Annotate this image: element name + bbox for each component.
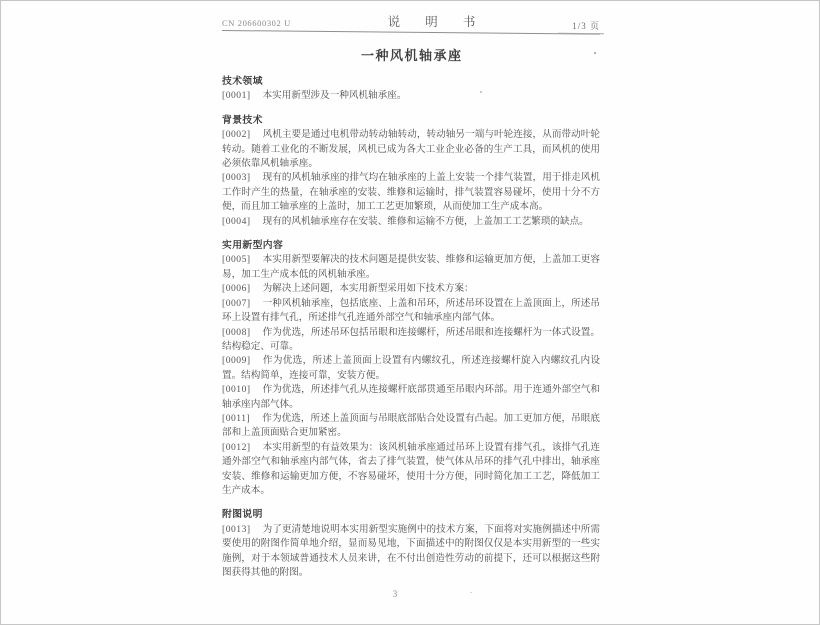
page-number: 3 [392, 589, 398, 600]
paragraph [222, 171, 600, 214]
paragraph-number: [0012] [222, 441, 251, 453]
paragraph [222, 383, 600, 412]
paragraph-number: [0001] [222, 90, 251, 102]
paragraph-number: [0010] [222, 384, 251, 396]
paragraph-number: [0007] [222, 297, 251, 309]
paragraph-text: 作为优选，所述吊环包括吊眼和连接螺杆，所述吊眼和连接螺杆为一体式设置。结构稳定、可靠。 [222, 326, 600, 352]
paragraph-number: [0005] [222, 254, 251, 266]
paragraph [222, 354, 600, 383]
paragraph-text: 风机主要是通过电机带动转动轴转动，转动轴另一端与叶轮连接，从而带动叶轮转动。随着工业化的不断发展，风机已成为各大工业企业必备的生产工具，而风机的使用必须依靠风机轴承座。 [222, 129, 600, 170]
paragraph-text: 本实用新型涉及一种风机轴承座。 [262, 90, 407, 102]
scan-speck [480, 91, 482, 93]
document-type-title: 说 明 书 [387, 15, 487, 29]
paragraph-number: [0011] [222, 412, 251, 424]
paragraph-number: [0013] [222, 523, 251, 535]
paragraph [222, 89, 600, 103]
section-heading: 技术领域 [222, 76, 263, 87]
paragraph-number: [0003] [222, 172, 251, 184]
paragraph-number: [0009] [222, 355, 251, 367]
header-rule [222, 30, 600, 35]
paragraph-text: 现有的风机轴承座存在安装、维修和运输不方便，上盖加工工艺繁琐的缺点。 [262, 215, 589, 227]
paragraph [222, 412, 600, 441]
section-heading: 实用新型内容 [222, 240, 284, 252]
page-indicator: 1/3 页 [572, 21, 600, 31]
specification-body [222, 75, 600, 580]
paragraph-number: [0006] [222, 283, 251, 295]
section [222, 114, 600, 229]
paragraph [222, 523, 600, 581]
page-content [222, 12, 600, 599]
paragraph [222, 282, 600, 296]
paragraph-text: 为了更清楚地说明本实用新型实施例中的技术方案，下面将对实施例描述中所需要使用的附图作简单地介绍，显而易见地，下面描述中的附图仅仅是本实用新型的一些实施例，对于本领域普通技术人员来讲，在不付出创造性劳动的前提下，还可以根据这些附图获得其他的附图。 [222, 523, 600, 578]
paragraph-text: 本实用新型的有益效果为：该风机轴承座通过吊环上设置有排气孔，该排气孔连通外部空气和轴承座内部气体，省去了排气装置，使气体从吊环的排气孔中排出，轴承座安装、维修和运输更加方便，不容易碰坏，使用十分方便，同时简化加工工艺，降低加工生产成本。 [222, 441, 600, 496]
paragraph [222, 215, 600, 229]
paragraph-number: [0002] [222, 129, 251, 141]
paragraph [222, 128, 600, 171]
section-heading: 附图说明 [222, 509, 263, 521]
scan-speck [594, 52, 596, 54]
section [222, 508, 600, 580]
section [222, 75, 600, 104]
paragraph-text: 作为优选，所述上盖顶面上设置有内螺纹孔，所述连接螺杆旋入内螺纹孔内设置。结构简单，连接可靠，安装方便。 [222, 355, 600, 381]
invention-title: 一种风机轴承座 [360, 48, 463, 63]
paragraph [222, 253, 600, 282]
paragraph [222, 326, 600, 355]
paragraph-text: 为解决上述问题，本实用新型采用如下技术方案： [262, 283, 474, 295]
paragraph-text: 现有的风机轴承座的排气均在轴承座的上盖上安装一个排气装置，用于排走风机工作时产生的热量，在轴承座的安装、维修和运输时，排气装置容易碰坏，使用十分不方便，而且加工轴承座的上盖时，加工工艺更加繁琐，从而使加工生产成本高。 [222, 172, 600, 213]
paragraph-text: 本实用新型要解决的技术问题是提供安装、维修和运输更加方便，上盖加工更容易，加工生产成本低的风机轴承座。 [222, 254, 600, 280]
page-header [222, 12, 600, 31]
section [222, 239, 600, 498]
document-number: CN 206600302 U [222, 18, 291, 28]
paragraph-text: 作为优选，所述排气孔从连接螺杆底部贯通至吊眼内环部。用于连通外部空气和轴承座内部气体。 [222, 384, 600, 410]
paragraph-number: [0004] [222, 215, 251, 227]
paragraph [222, 441, 600, 499]
paragraph [222, 297, 600, 326]
paragraph-text: 一种风机轴承座，包括底座、上盖和吊环，所述吊环设置在上盖顶面上，所述吊环上设置有排气孔，所述排气孔连通外部空气和轴承座内部气体。 [222, 297, 600, 324]
paragraph-text: 作为优选，所述上盖顶面与吊眼底部贴合处设置有凸起。加工更加方便，吊眼底部和上盖顶面贴合更加紧密。 [222, 412, 600, 439]
scan-speck [470, 592, 472, 593]
paragraph-number: [0008] [222, 326, 251, 338]
section-heading: 背景技术 [222, 114, 263, 126]
